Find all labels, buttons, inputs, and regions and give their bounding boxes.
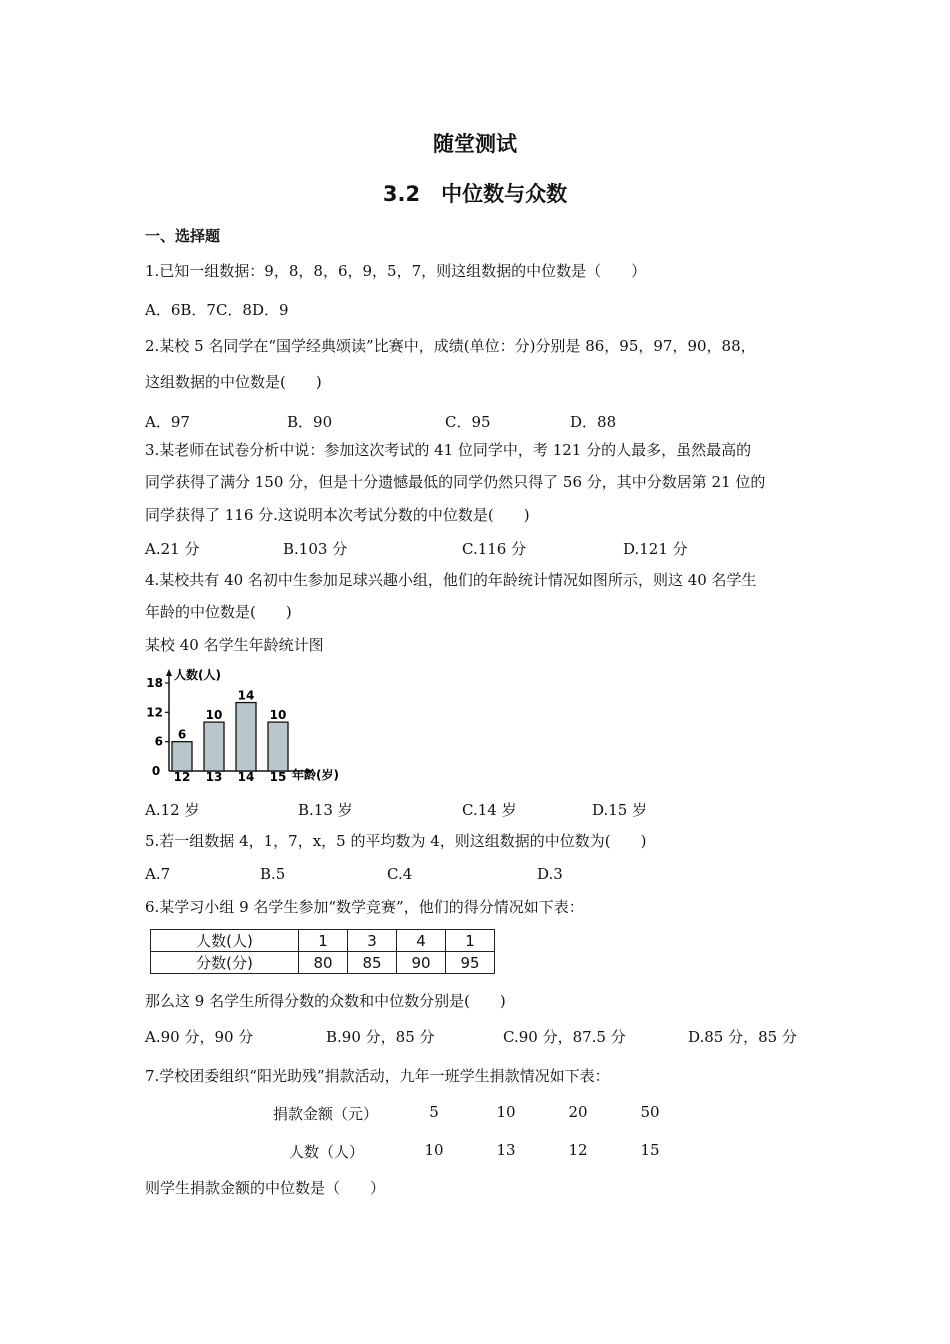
table-cell: 10 — [496, 1103, 516, 1121]
chart-caption: 某校 40 名学生年龄统计图 — [145, 636, 324, 654]
option-b: B.13 岁 — [298, 801, 353, 819]
option-a: A.90 分，90 分 — [145, 1028, 254, 1046]
question-3-line-1: 3.某老师在试卷分析中说：参加这次考试的 41 位同学中，考 121 分的人最多，虽然最高的 — [145, 441, 752, 459]
bar — [172, 742, 192, 771]
option-b: B．90 — [287, 413, 333, 431]
option-c: C.4 — [387, 865, 413, 883]
table-cell: 85 — [348, 952, 397, 974]
bar — [204, 722, 224, 771]
option-c: C．95 — [445, 413, 491, 431]
table-cell: 15 — [640, 1141, 660, 1159]
question-1-options: A．6B．7C．8D．9 — [145, 301, 289, 319]
page-title: 随堂测试 — [433, 132, 517, 156]
donation-amount-header: 捐款金额（元） — [273, 1105, 379, 1123]
table-cell: 1 — [446, 930, 495, 952]
x-tick-label: 13 — [205, 770, 223, 784]
option-a: A．97 — [145, 413, 190, 431]
option-c: C.90 分，87.5 分 — [503, 1028, 626, 1046]
bar-value-label: 6 — [177, 727, 187, 742]
table-cell: 人数(人) — [151, 930, 299, 952]
option-b: B.5 — [260, 865, 286, 883]
option-d: D.121 分 — [623, 540, 688, 558]
question-1: 1.已知一组数据：9，8，8，6，9，5，7，则这组数据的中位数是（ ） — [145, 262, 647, 280]
option-d: D.3 — [537, 865, 563, 883]
question-4-line-1: 4.某校共有 40 名初中生参加足球兴趣小组，他们的年龄统计情况如图所示，则这 40 名学生 — [145, 571, 757, 589]
table-cell: 80 — [299, 952, 348, 974]
origin-label: 0 — [151, 764, 161, 778]
option-a: A.7 — [145, 865, 171, 883]
x-axis-label: 年龄(岁) — [292, 768, 339, 782]
table-row — [151, 952, 495, 974]
option-b: B.103 分 — [283, 540, 348, 558]
question-3-line-2: 同学获得了满分 150 分，但是十分遗憾最低的同学仍然只得了 56 分，其中分数居第 21 位的 — [145, 473, 766, 491]
option-b: B.90 分，85 分 — [326, 1028, 435, 1046]
table-cell: 1 — [299, 930, 348, 952]
option-a: A.12 岁 — [145, 801, 200, 819]
table-cell: 4 — [397, 930, 446, 952]
page-subtitle: 3.2 中位数与众数 — [382, 182, 568, 206]
question-7: 7.学校团委组织“阳光助残”捐款活动，九年一班学生捐款情况如下表： — [145, 1067, 610, 1085]
table-cell: 20 — [568, 1103, 588, 1121]
score-table — [150, 929, 495, 974]
y-axis-arrow — [166, 669, 172, 676]
y-axis-label: 人数(人) — [174, 668, 221, 682]
table-cell: 5 — [429, 1103, 439, 1121]
table-cell: 12 — [568, 1141, 588, 1159]
option-d: D.15 岁 — [592, 801, 648, 819]
question-2-line-2: 这组数据的中位数是( ) — [145, 373, 322, 391]
option-d: D．88 — [570, 413, 617, 431]
bar-value-label: 10 — [269, 708, 287, 723]
option-d: D.85 分，85 分 — [688, 1028, 797, 1046]
table-cell: 10 — [424, 1141, 444, 1159]
option-c: C.14 岁 — [462, 801, 517, 819]
question-2-line-1: 2.某校 5 名同学在“国学经典颂读”比赛中，成绩(单位：分)分别是 86，95，97，90，88， — [145, 337, 756, 355]
table-cell: 3 — [348, 930, 397, 952]
bar-value-label: 14 — [237, 688, 255, 703]
question-7-followup: 则学生捐款金额的中位数是（ ） — [145, 1179, 386, 1197]
option-c: C.116 分 — [462, 540, 527, 558]
y-tick-label: 18 — [146, 676, 163, 690]
question-3-line-3: 同学获得了 116 分.这说明本次考试分数的中位数是( ) — [145, 506, 530, 524]
question-6: 6.某学习小组 9 名学生参加“数学竞赛”，他们的得分情况如下表： — [145, 898, 584, 916]
y-tick-label: 12 — [146, 705, 163, 720]
age-bar-chart — [140, 662, 350, 784]
x-tick-label: 14 — [237, 770, 255, 784]
bar-value-label: 10 — [205, 708, 223, 723]
y-tick-label: 6 — [154, 734, 163, 749]
table-cell: 95 — [446, 952, 495, 974]
option-a: A.21 分 — [145, 540, 200, 558]
table-cell: 90 — [397, 952, 446, 974]
section-heading: 一、选择题 — [145, 227, 221, 245]
x-tick-label: 12 — [173, 770, 191, 784]
x-tick-label: 15 — [269, 770, 287, 784]
people-count-header: 人数（人） — [289, 1143, 365, 1161]
table-cell: 13 — [496, 1141, 516, 1159]
table-cell: 50 — [640, 1103, 660, 1121]
question-5: 5.若一组数据 4，1，7，x，5 的平均数为 4，则这组数据的中位数为( ) — [145, 832, 647, 850]
question-4-line-2: 年龄的中位数是( ) — [145, 603, 292, 621]
table-cell: 分数(分) — [151, 952, 299, 974]
bar — [236, 703, 256, 771]
bar — [268, 722, 288, 771]
question-6-followup: 那么这 9 名学生所得分数的众数和中位数分别是( ) — [145, 992, 506, 1010]
table-row — [151, 930, 495, 952]
